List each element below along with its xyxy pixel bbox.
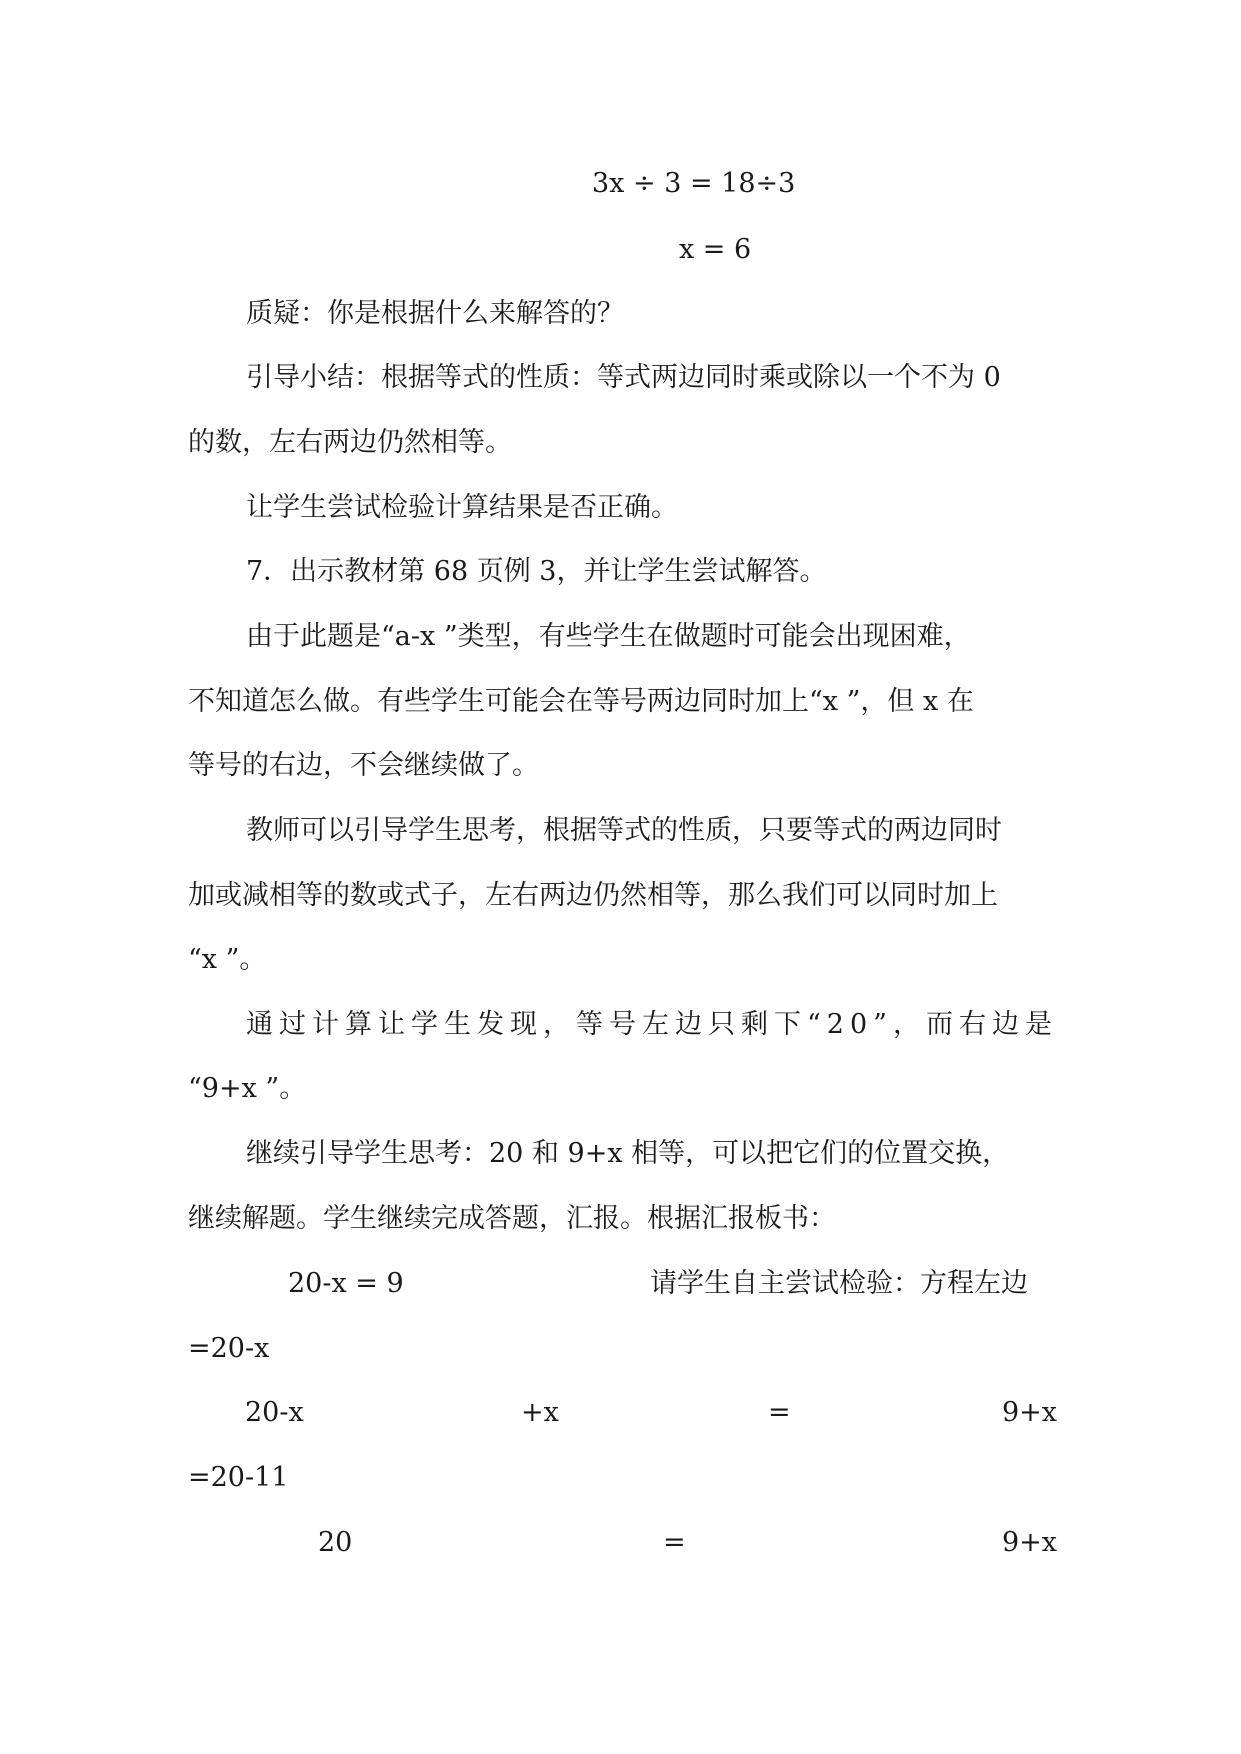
paragraph-question: 质疑：你是根据什么来解答的？ (246, 298, 624, 329)
paragraph-summary-line2: 的数，左右两边仍然相等。 (188, 427, 512, 458)
paragraph-difficulty-line3: 等号的右边，不会继续做了。 (188, 750, 539, 781)
board-check-cont2: =20-11 (188, 1462, 289, 1493)
board-step2-equals: = (768, 1397, 791, 1428)
paragraph-teacher-line1: 教师可以引导学生思考，根据等式的性质，只要等式的两边同时 (246, 815, 1002, 846)
board-step2-right: 9+x (1002, 1397, 1058, 1428)
board-step2-left: 20-x (245, 1397, 304, 1428)
paragraph-continue-line1: 继续引导学生思考：20 和 9+x 相等，可以把它们的位置交换， (246, 1138, 1010, 1169)
paragraph-teacher-line2: 加或减相等的数或式子，左右两边仍然相等，那么我们可以同时加上 (188, 880, 998, 911)
board-step3-equals: = (663, 1527, 686, 1558)
paragraph-calc-line1: 通过计算让学生发现，等号左边只剩下“20”，而右边是 (246, 1009, 1058, 1040)
paragraph-calc-line2: “9+x ”。 (188, 1073, 307, 1104)
board-step2-plus: +x (521, 1397, 559, 1428)
equation-divide: 3x ÷ 3 = 18÷3 (592, 168, 796, 199)
equation-result: x = 6 (679, 234, 752, 265)
board-check-cont1: =20-x (188, 1333, 270, 1364)
paragraph-summary-line1: 引导小结：根据等式的性质：等式两边同时乘或除以一个不为 0 (246, 362, 1001, 393)
board-equation: 20-x = 9 (288, 1268, 404, 1299)
paragraph-check: 让学生尝试检验计算结果是否正确。 (246, 492, 678, 523)
paragraph-difficulty-line1: 由于此题是“a-x ”类型，有些学生在做题时可能会出现困难， (246, 621, 971, 652)
paragraph-difficulty-line2: 不知道怎么做。有些学生可能会在等号两边同时加上“x ”，但 x 在 (188, 686, 974, 717)
paragraph-item7: 7．出示教材第 68 页例 3，并让学生尝试解答。 (246, 556, 827, 587)
board-step3-left: 20 (318, 1527, 353, 1558)
board-step3-right: 9+x (1002, 1527, 1058, 1558)
paragraph-continue-line2: 继续解题。学生继续完成答题，汇报。根据汇报板书： (188, 1203, 836, 1234)
paragraph-teacher-line3: “x ”。 (188, 944, 267, 975)
board-check-text: 请学生自主尝试检验：方程左边 (650, 1268, 1028, 1299)
